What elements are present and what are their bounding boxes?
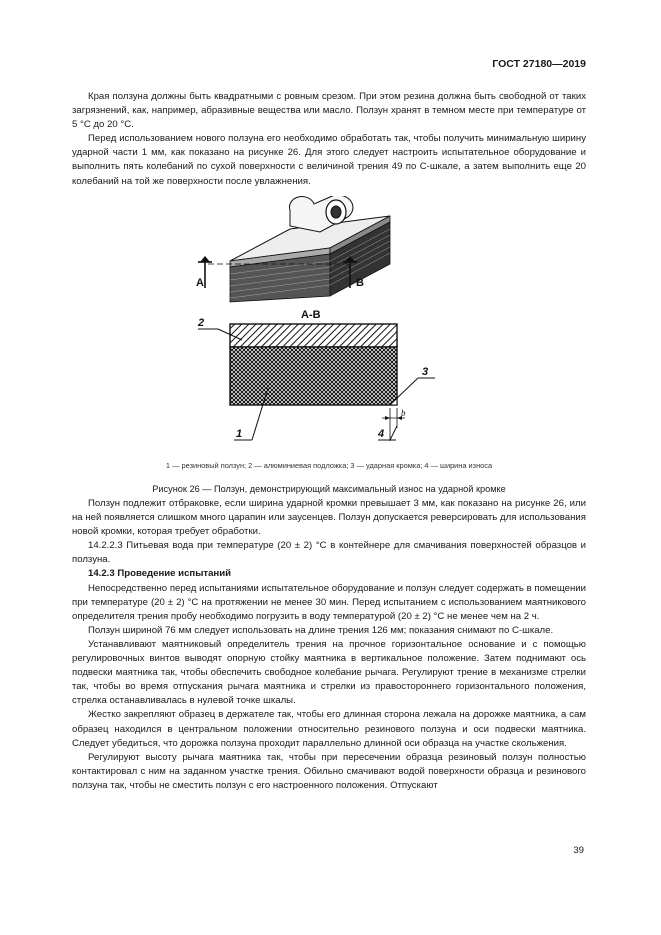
figure-26 — [150, 196, 510, 456]
callout-4: 4 — [378, 428, 385, 440]
paragraph: Края ползуна должны быть квадратными с ровным срезом. При этом резина должна быть свободной от таких загрязнений, как, например, абразивные вещества или масло. Ползун хранят в темном месте при температуре от 5 °С до 20 °С. — [72, 91, 586, 131]
paragraph: Устанавливают маятниковый определитель трения на прочное горизонтальное основание и с помощью регулировочных винтов выводят опорную стойку маятника в вертикальное положение. Затем поднимают ось подвески маятника так, чтобы обеспечить свободное колебание рычага. Регулируют трение в механизме стрелки так, чтобы во время отпускания рычага маятника и стрелки из правостороннего горизонтального положения, стрелка останавливалась в нулевой точке шкалы. — [72, 638, 586, 707]
paragraph: Перед использованием нового ползуна его необходимо обработать так, чтобы получить минимальную ширину ударной части 1 мм, как показано на рисунке 26. Для этого следует настроить испытательное оборудование и выполнить пять колебаний по сухой поверхности с величиной трения 49 по С-шкале, а затем выполнить еще 20 колебаний на той же поверхности после увлажнения. — [72, 133, 586, 187]
section-heading: 14.2.3 Проведение испытаний — [88, 568, 232, 580]
standard-header: ГОСТ 27180—2019 — [492, 58, 586, 70]
paragraph: Ползун подлежит отбраковке, если ширина ударной кромки превышает 3 мм, как показано на рисунке 26, или на ней появляется слишком много царапин или заусенцев. Ползун допускается реверсировать для использования новой кромки, которая требует обработки. — [72, 498, 586, 538]
dim-b: b — [401, 408, 406, 418]
label-b: В — [356, 277, 364, 289]
bottom-text-block — [72, 497, 586, 793]
label-a: А — [196, 277, 204, 289]
rubber-section — [230, 347, 397, 405]
paragraph: Ползун шириной 76 мм следует использовать на длине трения 126 мм; показания снимают по С-шкале. — [88, 624, 554, 636]
paragraph: Регулируют высоту рычага маятника так, чтобы при пересечении образца резиновый ползун полностью контактировал с ним на заданном участке трения. Обильно смачивают водой поверхности образца и резинового ползуна так, чтобы не сместить ползун с его настроенного положения. Отпускают — [72, 751, 586, 791]
backing-section — [230, 324, 397, 347]
paragraph: 14.2.2.3 Питьевая вода при температуре (20 ± 2) °С в контейнере для смачивания поверхностей образцов и ползуна. — [72, 540, 586, 566]
figure-caption: Рисунок 26 — Ползун, демонстрирующий максимальный износ на ударной кромке — [152, 484, 506, 494]
figure-legend: 1 — резиновый ползун; 2 — алюминиевая подложка; 3 — ударная кромка; 4 — ширина износа — [165, 461, 493, 470]
paragraph: Жестко закрепляют образец в держателе так, чтобы его длинная сторона лежала на дорожке маятника, а сам образец находился в центральном положении относительно резинового ползуна и оси подвески маятника. Следует убедиться, что дорожка ползуна проходит параллельно длинной оси образца на участке скольжения. — [72, 709, 586, 749]
callout-3: 3 — [422, 366, 429, 378]
paragraph: Непосредственно перед испытаниями испытательное оборудование и ползун следует содержать в помещении при температуре (20 ± 2) °С на протяжении не менее 30 мин. Перед испытанием с использованием маятникового определителя трения пробу необходимо погрузить в воду температурой (20 ± 2) °С не менее чем на 2 ч. — [72, 582, 586, 622]
section-title: А-В — [301, 309, 321, 321]
section-view — [230, 324, 397, 405]
callout-2: 2 — [198, 317, 205, 329]
callout-1: 1 — [236, 428, 243, 440]
page-number: 39 — [573, 845, 584, 856]
slider-3d-view — [196, 196, 390, 302]
top-text-block — [72, 90, 586, 189]
slider-drawing — [150, 196, 510, 456]
